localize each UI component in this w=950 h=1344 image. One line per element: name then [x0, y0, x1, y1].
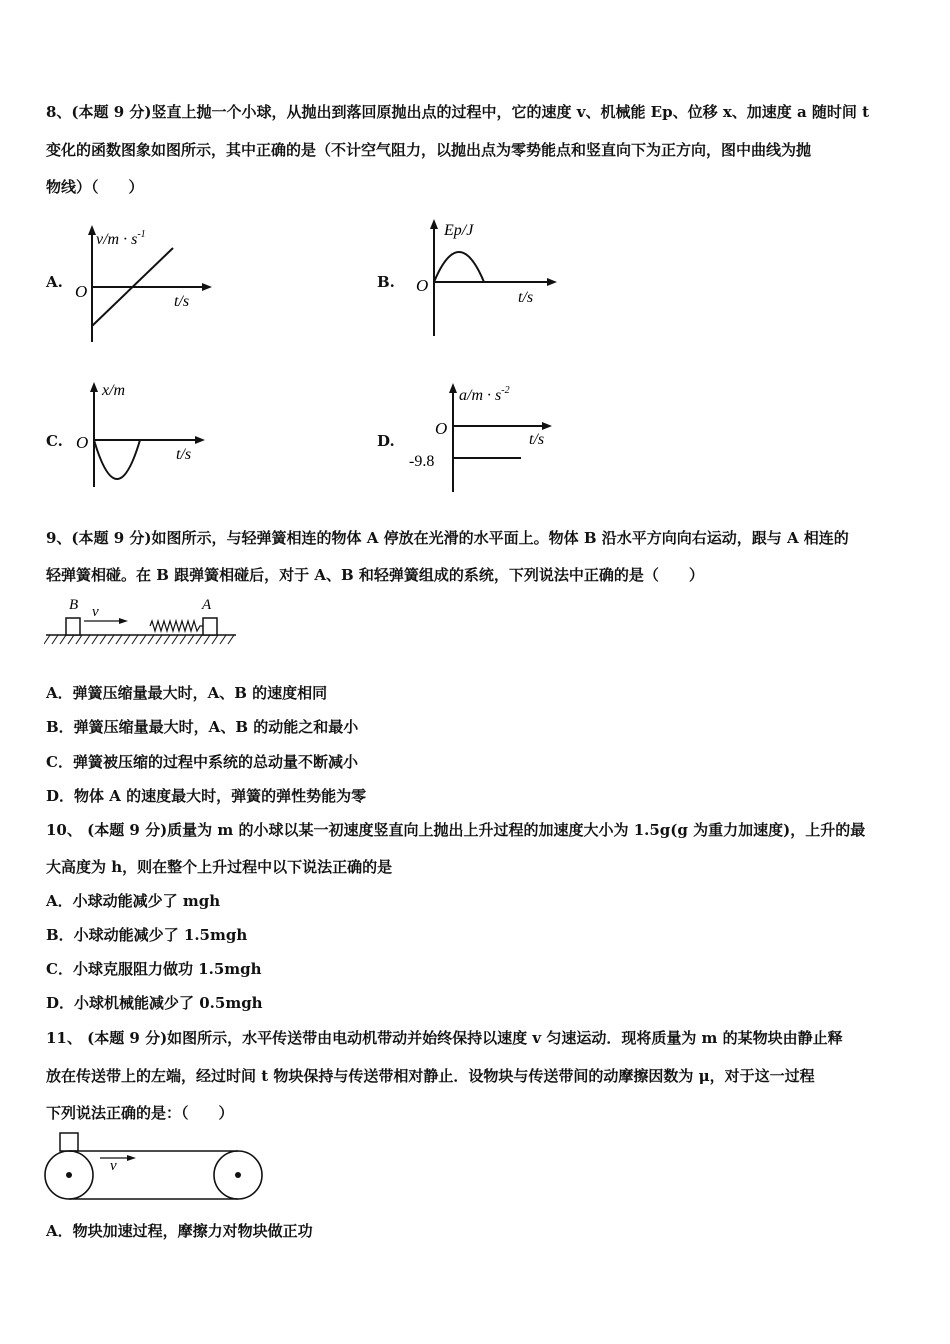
displacement-parabola: [94, 440, 140, 479]
q11-conveyor-figure: [42, 1130, 266, 1205]
q10-option-d: D．小球机械能减少了 0.5mgh: [46, 994, 263, 1012]
origin-label: O: [76, 433, 89, 452]
block-a-label: A: [202, 597, 212, 613]
x-axis-label: t/s: [176, 446, 192, 463]
origin-label: O: [435, 419, 448, 438]
velocity-label: v: [92, 604, 99, 620]
right-pulley-axle: [235, 1172, 241, 1178]
energy-parabola: [434, 252, 484, 282]
acceleration-value-label: -9.8: [409, 453, 435, 470]
q9-option-c: C．弹簧被压缩的过程中系统的总动量不断减小: [46, 753, 358, 771]
q8-graph-a: [70, 222, 230, 347]
q8-graph-b: [412, 214, 572, 349]
ground-hatching: [44, 635, 234, 644]
q9-spring-figure: [44, 594, 240, 652]
q8-option-c-label: C.: [46, 432, 63, 450]
conveyor-block: [60, 1133, 78, 1151]
y-axis-label: Ep/J: [444, 222, 474, 239]
q11-line-2: 放在传送带上的左端，经过时间 t 物块保持与传送带相对静止．设物块与传送带间的动摩擦因数为 μ，对于这一过程: [46, 1067, 815, 1085]
q11-line-1: 11、 (本题 9 分)如图所示，水平传送带由电动机带动并始终保持以速度 v 匀速运动．现将质量为 m 的某物块由静止释: [46, 1029, 843, 1047]
x-axis-label: t/s: [518, 289, 534, 306]
q8-graph-c: [70, 375, 220, 495]
q10-option-c: C．小球克服阻力做功 1.5mgh: [46, 960, 262, 978]
q10-option-b: B．小球动能减少了 1.5mgh: [46, 926, 248, 944]
origin-label: O: [75, 282, 88, 301]
q8-graph-d: [405, 378, 565, 496]
q8-option-b-label: B.: [377, 273, 395, 291]
q11-line-3: 下列说法正确的是：（ ）: [46, 1104, 234, 1122]
belt-velocity-arrow-icon: [127, 1155, 136, 1161]
q8-option-d-label: D.: [377, 432, 395, 450]
y-axis-label: x/m: [102, 382, 126, 399]
x-axis-arrow-icon: [547, 278, 557, 286]
x-axis-arrow-icon: [542, 422, 552, 430]
q11-option-a: A．物块加速过程，摩擦力对物块做正功: [46, 1222, 313, 1240]
belt-velocity-label: v: [110, 1158, 117, 1174]
q9-line-1: 9、(本题 9 分)如图所示，与轻弹簧相连的物体 A 停放在光滑的水平面上。物体 B 沿水平方向向右运动，跟与 A 相连的: [46, 529, 849, 547]
y-axis-arrow-icon: [90, 382, 98, 392]
q9-option-b: B．弹簧压缩量最大时，A、B 的动能之和最小: [46, 718, 359, 736]
q10-option-a: A．小球动能减少了 mgh: [46, 892, 221, 910]
origin-label: O: [416, 276, 429, 295]
block-a: [203, 618, 217, 635]
y-axis-label: $v/m \cdot s^{-1}$: [96, 229, 146, 248]
spring: [150, 621, 203, 631]
q9-option-a: A．弹簧压缩量最大时，A、B 的速度相同: [46, 684, 328, 702]
q9-line-2: 轻弹簧相碰。在 B 跟弹簧相碰后，对于 A、B 和轻弹簧组成的系统，下列说法中正确的是（ ）: [46, 566, 704, 584]
y-axis-label: $a/m \cdot s^{-2}$: [459, 385, 510, 404]
x-axis-label: t/s: [174, 293, 190, 310]
y-axis-arrow-icon: [449, 383, 457, 393]
q9-option-d: D．物体 A 的速度最大时，弹簧的弹性势能为零: [46, 787, 367, 805]
q10-line-2: 大高度为 h，则在整个上升过程中以下说法正确的是: [46, 858, 393, 876]
left-pulley-axle: [66, 1172, 72, 1178]
q8-line-2: 变化的函数图象如图所示，其中正确的是（不计空气阻力，以抛出点为零势能点和竖直向下为正方向，图中曲线为抛: [46, 141, 812, 159]
x-axis-arrow-icon: [202, 283, 212, 291]
x-axis-label: t/s: [529, 431, 545, 448]
q8-line-3: 物线）（ ）: [46, 178, 144, 196]
block-b: [66, 618, 80, 635]
x-axis-arrow-icon: [195, 436, 205, 444]
velocity-arrow-icon: [119, 618, 128, 624]
q8-line-1: 8、(本题 9 分)竖直上抛一个小球，从抛出到落回原抛出点的过程中，它的速度 v、机械能 Ep、位移 x、加速度 a 随时间 t: [46, 103, 870, 121]
y-axis-arrow-icon: [88, 225, 96, 235]
block-b-label: B: [69, 597, 79, 613]
q8-option-a-label: A.: [46, 273, 63, 291]
y-axis-arrow-icon: [430, 219, 438, 229]
q10-line-1: 10、 (本题 9 分)质量为 m 的小球以某一初速度竖直向上抛出上升过程的加速度大小为 1.5g(g 为重力加速度)，上升的最: [46, 821, 866, 839]
